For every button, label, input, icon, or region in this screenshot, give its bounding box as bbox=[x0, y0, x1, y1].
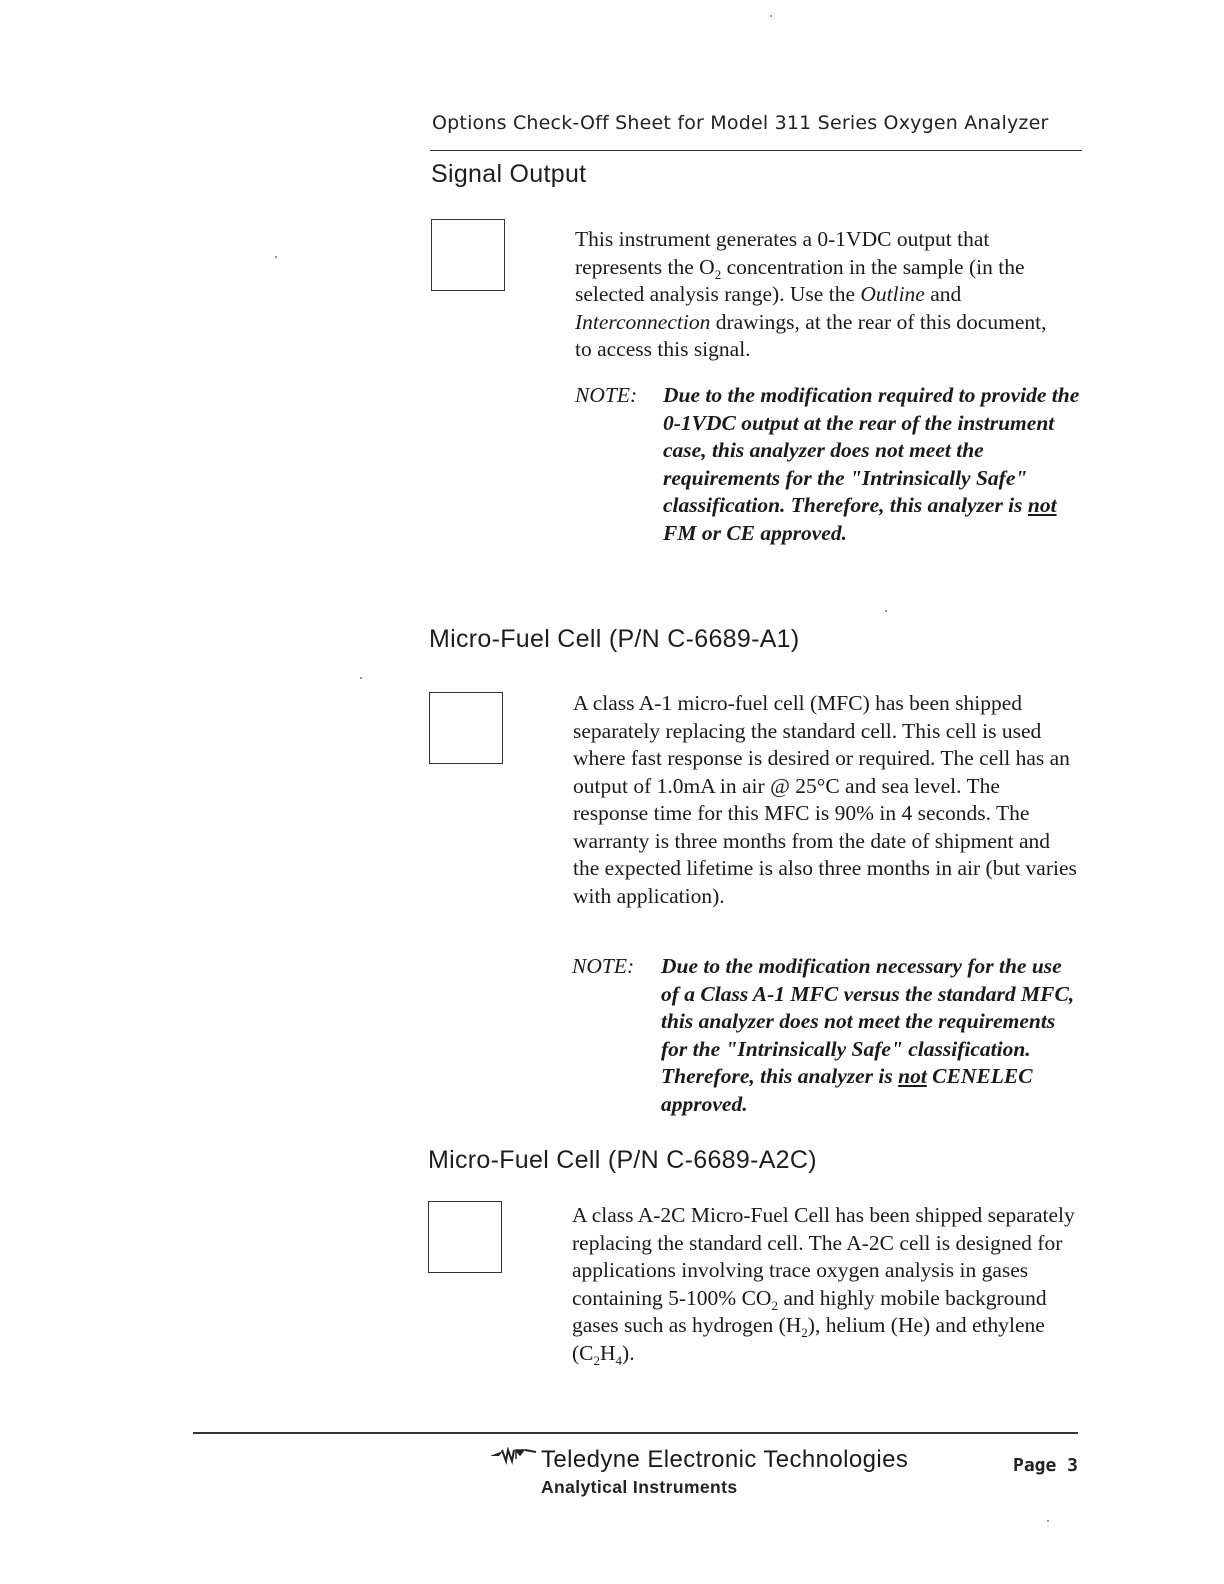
scan-speck bbox=[275, 256, 277, 258]
teledyne-logo-icon bbox=[489, 1447, 537, 1465]
checkbox-signal-output[interactable] bbox=[431, 219, 505, 291]
signal-output-note-label: NOTE: bbox=[575, 383, 638, 407]
mfc-a2c-description: A class A-2C Micro-Fuel Cell has been shipped separately replacing the standard cell. The A-2C cell is designed for applications involving trace oxygen analysis in gases containing 5-100% $CO_2$ and highly mobile background gases such as hydrogen $(H_2)$, helium (He) and ethylene $(C_2H_4)$. bbox=[572, 1203, 1075, 1368]
scan-speck bbox=[360, 677, 362, 679]
scan-speck bbox=[770, 15, 772, 17]
section-title-signal-output: Signal Output bbox=[431, 160, 587, 188]
scan-speck bbox=[1047, 1520, 1049, 1522]
footer-divider bbox=[193, 1432, 1078, 1434]
mfc-a1-note-text: Due to the modification necessary for the use of a Class A-1 MFC versus the standard MFC, this analyzer does not meet the requirements for the "Intrinsically Safe" classification. Therefore, this analyzer is not CENELEC approved. bbox=[661, 954, 1075, 1116]
checkbox-mfc-a1[interactable] bbox=[429, 692, 503, 764]
footer-division-name: Analytical Instruments bbox=[541, 1477, 738, 1497]
footer-company-name: Teledyne Electronic Technologies bbox=[541, 1446, 909, 1473]
checkbox-mfc-a2c[interactable] bbox=[428, 1201, 502, 1273]
page-number: Page 3 bbox=[1013, 1455, 1079, 1476]
signal-output-description: This instrument generates a 0-1VDC output that represents the $O_2$ concentration in the sample (in the selected analysis range). Use the Outline and Interconnection drawings, at the rear of this document, to access this signal. bbox=[575, 227, 1047, 361]
signal-output-note-text: Due to the modification required to provide the 0-1VDC output at the rear of the instrument case, this analyzer does not meet the requirements for the "Intrinsically Safe" classification. Therefore, this analyzer is not FM or CE approved. bbox=[663, 383, 1080, 545]
page-header-title: Options Check-Off Sheet for Model 311 Series Oxygen Analyzer bbox=[432, 112, 1049, 134]
section-title-mfc-a2c: Micro-Fuel Cell (P/N C-6689-A2C) bbox=[428, 1146, 817, 1174]
section-title-mfc-a1: Micro-Fuel Cell (P/N C-6689-A1) bbox=[429, 625, 800, 653]
scan-speck bbox=[885, 610, 887, 612]
mfc-a1-note-label: NOTE: bbox=[572, 954, 635, 978]
header-divider bbox=[430, 150, 1082, 151]
mfc-a1-description: A class A-1 micro-fuel cell (MFC) has been shipped separately replacing the standard cell. This cell is used where fast response is desired or required. The cell has an output of 1.0mA in air @ 25°C and sea level. The response time for this MFC is 90% in 4 seconds. The warranty is three months from the date of shipment and the expected lifetime is also three months in air (but varies with application). bbox=[573, 691, 1077, 908]
